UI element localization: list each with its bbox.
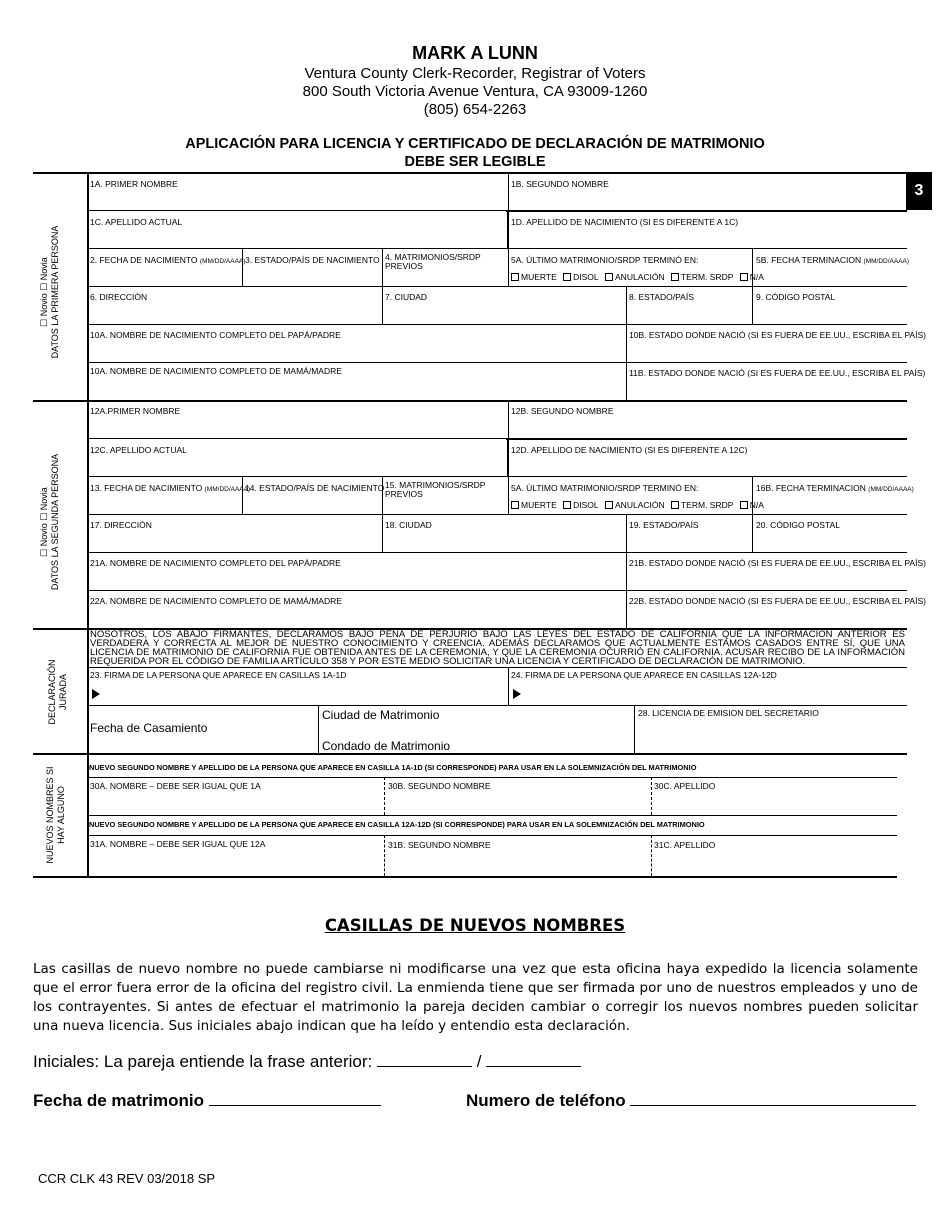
option-anulacion-label: ANULACIÓN xyxy=(615,272,665,282)
option-na-label: N/A xyxy=(749,500,764,510)
checkbox-icon xyxy=(671,273,679,281)
field-2-format: (MM/DD/AAAA) xyxy=(199,258,246,265)
field-14-label[interactable]: 14. ESTADO/PAÍS DE NACIMIENTO xyxy=(245,483,385,493)
person2-termination-options xyxy=(511,500,768,510)
field-13-format: (MM/DD/AAAA) xyxy=(204,486,251,493)
field-22b-label[interactable]: 22B. ESTADO DONDE NACIÓ (SI ES FUERA DE EE.UU., ESCRIBA EL PAÍS) xyxy=(629,596,926,606)
field-30a-label[interactable]: 30A. NOMBRE – DEBE SER IGUAL QUE 1A xyxy=(90,781,261,791)
fecha-casamiento-label[interactable]: Fecha de Casamiento xyxy=(90,721,208,735)
field-2-label[interactable] xyxy=(90,255,245,267)
field-16b-format: (MM/DD/AAAA) xyxy=(868,486,914,493)
checkbox-icon xyxy=(511,273,519,281)
checkbox-icon xyxy=(740,501,748,509)
field-3-label[interactable]: 3. ESTADO/PAÍS DE NACIMIENTO xyxy=(245,255,380,265)
new-names-heading-2: NUEVO SEGUNDO NOMBRE Y APELLIDO DE LA PERSONA QUE APARECE EN CASILLA 12A-12D (SI CORRESPONDE) PARA USAR EN LA SOLEMNIZACIÓN DEL MATRIMONIO xyxy=(89,820,705,829)
option-muerte-label: MUERTE xyxy=(521,500,557,510)
person1-role-label: ☐ Novio ☐ Novia xyxy=(39,257,49,327)
checkbox-icon xyxy=(605,273,613,281)
field-21b-label[interactable]: 21B. ESTADO DONDE NACIÓ (SI ES FUERA DE EE.UU., ESCRIBA EL PAÍS) xyxy=(629,558,926,568)
field-23-label: 23. FIRMA DE LA PERSONA QUE APARECE EN CASILLAS 1A-1D xyxy=(90,670,347,680)
field-31c-label[interactable]: 31C. APELLIDO xyxy=(654,840,716,850)
fecha-matrimonio-row xyxy=(33,1091,381,1111)
field-10a-mother-label[interactable]: 10A. NOMBRE DE NACIMIENTO COMPLETO DE MAMÁ/MADRE xyxy=(90,366,342,376)
person1-side-label xyxy=(39,226,61,359)
option-term-srdp-label: TERM. SRDP xyxy=(680,272,734,282)
field-22a-label[interactable]: 22A. NOMBRE DE NACIMIENTO COMPLETO DE MAMÁ/MADRE xyxy=(90,596,342,606)
field-10a-label[interactable]: 10A. NOMBRE DE NACIMIENTO COMPLETO DEL PAPÁ/PADRE xyxy=(90,330,341,340)
page-badge: 3 xyxy=(906,172,932,210)
field-16b-text: 16B. FECHA TERMINACION xyxy=(756,483,866,493)
option-muerte-label: MUERTE xyxy=(521,272,557,282)
option-disol-label: DISOL xyxy=(573,500,599,510)
field-12b-label[interactable]: 12B. SEGUNDO NOMBRE xyxy=(511,406,614,416)
option-na-label: N/A xyxy=(749,272,764,282)
option-disol[interactable] xyxy=(563,272,599,282)
initials-label: Iniciales: La pareja entiende la frase anterior: xyxy=(33,1052,373,1071)
person2-section-label: DATOS LA SEGUNDA PERSONA xyxy=(50,453,60,591)
field-5a-label: 5A. ÚLTIMO MATRIMONIO/SRDP TERMINÓ EN: xyxy=(511,255,699,265)
office-name: Ventura County Clerk-Recorder, Registrar of Voters xyxy=(304,65,646,82)
ciudad-matrimonio-label[interactable]: Ciudad de Matrimonio xyxy=(322,708,440,722)
field-11b-label[interactable]: 11B. ESTADO DONDE NACIÓ (SI ES FUERA DE EE.UU., ESCRIBA EL PAÍS) xyxy=(629,368,926,378)
checkbox-icon xyxy=(605,501,613,509)
field-4-label[interactable]: 4. MATRIMONIOS/SRDP PREVIOS xyxy=(385,252,481,271)
checkbox-icon xyxy=(671,501,679,509)
field-8-label[interactable]: 8. ESTADO/PAÍS xyxy=(629,292,694,302)
option-anulacion[interactable] xyxy=(605,272,665,282)
option-muerte[interactable] xyxy=(511,272,557,282)
field-20-label[interactable]: 20. CÓDIGO POSTAL xyxy=(756,520,840,530)
field-9-label[interactable]: 9. CÓDIGO POSTAL xyxy=(756,292,836,302)
field-16b-label[interactable] xyxy=(756,483,914,495)
field-21a-label[interactable]: 21A. NOMBRE DE NACIMIENTO COMPLETO DEL PAPÁ/PADRE xyxy=(90,558,341,568)
field-16a-label: 5A. ÚLTIMO MATRIMONIO/SRDP TERMINÓ EN: xyxy=(511,483,699,493)
field-10b-label[interactable]: 10B. ESTADO DONDE NACIÓ (SI ES FUERA DE EE.UU., ESCRIBA EL PAÍS) xyxy=(629,330,926,340)
form-code: CCR CLK 43 REV 03/2018 SP xyxy=(38,1171,216,1186)
signature-arrow-icon[interactable] xyxy=(92,686,100,704)
person1-section-label: DATOS LA PRIMERA PERSONA xyxy=(50,225,60,359)
option-na[interactable] xyxy=(740,500,764,510)
field-24-label: 24. FIRMA DE LA PERSONA QUE APARECE EN CASILLAS 12A-12D xyxy=(511,670,777,680)
new-names-side-label-2: HAY ALGUNO xyxy=(56,786,66,844)
telefono-input[interactable] xyxy=(630,1091,916,1106)
field-30c-label[interactable]: 30C. APELLIDO xyxy=(654,781,716,791)
declaration-side-label xyxy=(47,659,69,724)
person2-role-label: ☐ Novio ☐ Novia xyxy=(39,487,49,557)
checkbox-icon xyxy=(563,501,571,509)
telefono-label: Numero de teléfono xyxy=(466,1091,626,1110)
initials-input-2[interactable] xyxy=(486,1052,581,1067)
telefono-row xyxy=(466,1091,916,1111)
field-1c-label[interactable]: 1C. APELLIDO ACTUAL xyxy=(90,217,183,227)
field-1b-label[interactable]: 1B. SEGUNDO NOMBRE xyxy=(511,179,609,189)
field-1d-label[interactable]: 1D. APELLIDO DE NACIMIENTO (SI ES DIFERENTE A 1C) xyxy=(511,217,739,227)
field-13-text: 13. FECHA DE NACIMIENTO xyxy=(90,483,203,493)
initials-row xyxy=(33,1052,581,1072)
casillas-title: CASILLAS DE NUEVOS NOMBRES xyxy=(324,916,626,935)
field-31a-label[interactable]: 31A. NOMBRE – DEBE SER IGUAL QUE 12A xyxy=(90,839,266,849)
declaration-text: NOSOTROS, LOS ABAJO FIRMANTES, DECLARAMOS BAJO PENA DE PERJURIO BAJO LAS LEYES DEL ESTADO DE CALIFORNIA QUE LA INFORMACIÓN ANTERIOR ES VERDADERA Y CORRECTA AL MEJOR DE NUESTRO CONOCIMIENTO Y CREENCIA. ADEMÁS DECLARAMOS QUE ACTUALMENTE ESTAMOS CASADOS ENTRE SÍ, QUE UNA LICENCIA DE MATRIMONIO DE CALIFORNIA FUE OBTENIDA ANTES DE LA CEREMONIA, Y QUE LA CEREMONIA OCURRIÓ EN CALIFORNIA. ACUSAR RECIBO DE LA INFORMACIÓN REQUERIDA POR EL CÓDIGO DE FAMILIA ARTÍCULO 358 Y POR ESTE MEDIO SOLICITAR UNA LICENCIA Y CERTIFICADO DE DECLARACIÓN DE MATRIMONIO. xyxy=(90,629,905,667)
field-1a-label[interactable]: 1A. PRIMER NOMBRE xyxy=(90,179,178,189)
field-31b-label[interactable]: 31B. SEGUNDO NOMBRE xyxy=(388,840,491,850)
option-term-srdp-label: TERM. SRDP xyxy=(680,500,734,510)
field-7-label[interactable]: 7. CIUDAD xyxy=(385,292,428,302)
field-5b-text: 5B. FECHA TERMINACION xyxy=(756,255,862,265)
field-5b-label[interactable] xyxy=(756,255,909,267)
field-12d-label[interactable]: 12D. APELLIDO DE NACIMIENTO (SI ES DIFERENTE A 12C) xyxy=(511,445,748,455)
office-phone: (805) 654-2263 xyxy=(423,101,527,118)
initials-separator: / xyxy=(476,1052,482,1071)
field-13-label[interactable] xyxy=(90,483,250,495)
declaration-side-label-1: DECLARACIÓN xyxy=(47,659,57,725)
person2-side-label xyxy=(39,454,61,590)
field-19-label[interactable]: 19. ESTADO/PAÍS xyxy=(629,520,699,530)
person1-termination-options xyxy=(511,272,768,282)
option-term-srdp[interactable] xyxy=(671,500,733,510)
checkbox-icon xyxy=(563,273,571,281)
field-6-label[interactable]: 6. DIRECCIÓN xyxy=(90,292,148,302)
option-anulacion-label: ANULACIÓN xyxy=(615,500,665,510)
legible-notice: DEBE SER LEGIBLE xyxy=(404,154,546,170)
initials-input-1[interactable] xyxy=(377,1052,472,1067)
signature-arrow-icon[interactable] xyxy=(513,686,521,704)
field-2-text: 2. FECHA DE NACIMIENTO xyxy=(90,255,198,265)
field-15-label[interactable]: 15. MATRIMONIOS/SRDP PREVIOS xyxy=(385,480,486,499)
new-names-heading-1: NUEVO SEGUNDO NOMBRE Y APELLIDO DE LA PERSONA QUE APARECE EN CASILLA 1A-1D (SI CORRESPONDE) PARA USAR EN LA SOLEMNIZACIÓN DEL MATRIMONIO xyxy=(89,763,697,772)
option-disol-label: DISOL xyxy=(573,272,599,282)
field-17-label[interactable]: 17. DIRECCIÓN xyxy=(90,520,152,530)
field-30b-label[interactable]: 30B. SEGUNDO NOMBRE xyxy=(388,781,491,791)
clerk-name: MARK A LUNN xyxy=(412,43,538,63)
option-anulacion[interactable] xyxy=(605,500,665,510)
declaration-side-label-2: JURADA xyxy=(58,673,68,711)
fecha-matrimonio-label: Fecha de matrimonio xyxy=(33,1091,204,1110)
field-12a-label[interactable]: 12A.PRIMER NOMBRE xyxy=(90,406,181,416)
new-names-side-label-1: NUEVOS NOMBRES SI xyxy=(45,766,55,864)
option-muerte[interactable] xyxy=(511,500,557,510)
field-12c-label[interactable]: 12C. APELLIDO ACTUAL xyxy=(90,445,187,455)
field-5b-format: (MM/DD/AAAA) xyxy=(863,258,910,265)
fecha-matrimonio-input[interactable] xyxy=(209,1091,381,1106)
office-address: 800 South Victoria Avenue Ventura, CA 93009-1260 xyxy=(302,83,648,100)
option-term-srdp[interactable] xyxy=(671,272,733,282)
casillas-paragraph: Las casillas de nuevo nombre no puede cambiarse ni modificarse una vez que esta oficina haya expedido la licencia solamente que el error fuera error de la oficina del registro civil. La enmienda tiene que ser firmada por uno de nuestros empleados y uno de los contrayentes. Si antes de efectuar el matrimonio la pareja deciden cambiar o corregir los nuevos nombres pueden solicitar una nueva licencia. Sus iniciales abajo indican que ha leído y entendio esta declaración. xyxy=(33,961,918,1034)
form-title: APLICACIÓN PARA LICENCIA Y CERTIFICADO DE DECLARACIÓN DE MATRIMONIO xyxy=(185,136,765,152)
new-names-side-label xyxy=(45,766,67,863)
field-18-label[interactable]: 18. CIUDAD xyxy=(385,520,432,530)
condado-matrimonio-label[interactable]: Condado de Matrimonio xyxy=(322,739,451,753)
option-disol[interactable] xyxy=(563,500,599,510)
option-na[interactable] xyxy=(740,272,764,282)
checkbox-icon xyxy=(511,501,519,509)
checkbox-icon xyxy=(740,273,748,281)
field-28-label[interactable]: 28. LICENCIA DE EMISION DEL SECRETARIO xyxy=(638,708,819,718)
